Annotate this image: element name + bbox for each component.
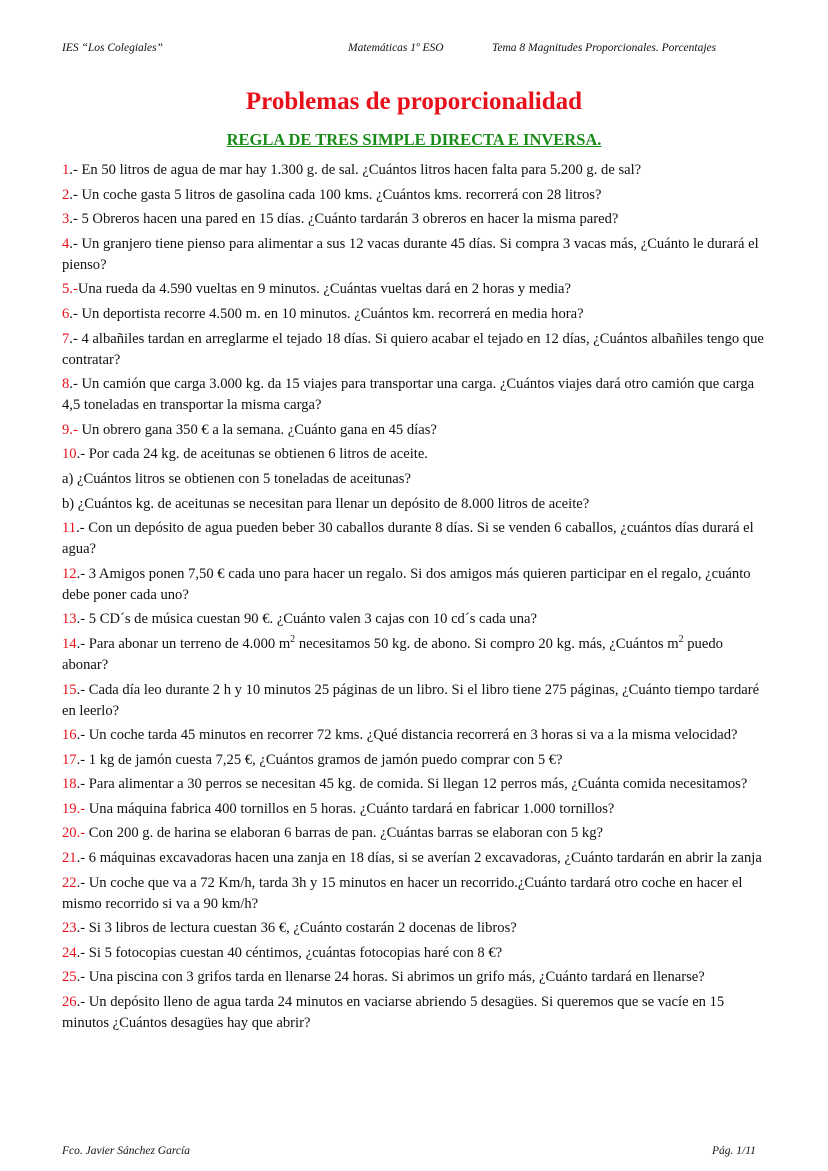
problem-separator: .- (69, 305, 82, 322)
problem-separator: .- (76, 635, 89, 652)
problem-separator: .- (69, 211, 82, 228)
problem-item (62, 329, 770, 371)
problem-number: 1 (62, 162, 70, 178)
problem-item (62, 918, 770, 939)
problem-text: 5 CD´s de música cuestan 90 €. ¿Cuánto valen 3 cajas con 10 cd´s cada una? (88, 611, 537, 628)
problem-item (62, 943, 770, 964)
problem-separator: .- (76, 565, 89, 582)
problem-text: necesitamos 50 kg. de abono. Si compro 20 kg. más, ¿Cuántos m (295, 635, 679, 652)
problem-separator: .- (69, 162, 82, 178)
problem-separator: .- (76, 611, 89, 628)
problem-item (62, 873, 770, 915)
problem-number: 16 (62, 727, 77, 744)
problem-number: 14 (62, 635, 77, 652)
problem-separator: .- (76, 874, 89, 891)
problem-separator: .- (76, 776, 89, 793)
superscript: 2 (678, 634, 684, 646)
footer-page-number: Pág. 1/11 (712, 1145, 756, 1157)
problem-text: Si 3 libros de lectura cuestan 36 €, ¿Cuánto costarán 2 docenas de libros? (88, 920, 517, 937)
problem-number: 19.- (62, 800, 86, 817)
problem-text: En 50 litros de agua de mar hay 1.300 g. de sal. ¿Cuántos litros hacen falta para 5.200 g. de sal? (81, 162, 642, 178)
footer-author: Fco. Javier Sánchez García (62, 1145, 190, 1157)
problem-text: Una rueda da 4.590 vueltas en 9 minutos. ¿Cuántas vueltas dará en 2 horas y media? (77, 281, 572, 298)
problem-number: 10 (62, 446, 77, 463)
problem-text: Un camión que carga 3.000 kg. da 15 viajes para transportar una carga. ¿Cuántos viajes dará otro camión que carga 4,5 toneladas en transportar la misma carga? (62, 376, 755, 414)
problem-item (62, 774, 770, 795)
problem-text: 3 Amigos ponen 7,50 € cada uno para hacer un regalo. Si dos amigos más quieren participar en el regalo, ¿cuánto debe poner cada uno? (62, 565, 751, 603)
problem-number: 9.- (62, 421, 78, 438)
problem-text: 4 albañiles tardan en arreglarme el tejado 18 días. Si quiero acabar el tejado en 12 días, ¿Cuántos albañiles tengo que contratar? (62, 330, 764, 368)
problem-separator: .- (69, 376, 82, 393)
problem-separator: .- (76, 994, 89, 1011)
problem-separator: .- (76, 446, 89, 463)
header-school: IES “Los Colegiales” (62, 42, 163, 54)
problem-item (62, 469, 770, 490)
problem-text: Cada día leo durante 2 h y 10 minutos 25 páginas de un libro. Si el libro tiene 275 páginas, ¿Cuánto tiempo tardaré en leerlo? (62, 681, 760, 719)
problem-item (62, 564, 770, 606)
problem-number: 23 (62, 920, 77, 937)
problem-number: 18 (62, 776, 77, 793)
problem-number: 17 (62, 751, 77, 768)
problem-number: 7 (62, 330, 70, 347)
problem-number: 8 (62, 376, 70, 393)
problem-number: 12 (62, 565, 77, 582)
problem-item (62, 680, 770, 722)
problem-item (62, 160, 770, 181)
problem-text: Con un depósito de agua pueden beber 30 caballos durante 8 días. Si se venden 6 caballos, ¿cuántos días durará el agua? (62, 520, 754, 558)
problem-separator: .- (76, 681, 89, 698)
problem-item (62, 799, 770, 820)
problem-item (62, 279, 770, 300)
problem-number: 5.- (62, 281, 78, 298)
problem-number: 11 (62, 520, 77, 537)
problem-text: 5 Obreros hacen una pared en 15 días. ¿Cuánto tardarán 3 obreros en hacer la misma pared? (81, 211, 619, 228)
problem-item (62, 848, 770, 869)
problem-number: 15 (62, 681, 77, 698)
problem-text: puedo abonar? (62, 635, 723, 673)
problem-text: Un obrero gana 350 € a la semana. ¿Cuánto gana en 45 días? (81, 421, 437, 438)
problem-item (62, 992, 770, 1034)
problem-text: 6 máquinas excavadoras hacen una zanja en 18 días, si se averían 2 excavadoras, ¿Cuánto tardarán en abrir la zanja (88, 850, 762, 867)
problem-number: 4 (62, 235, 70, 252)
problem-item (62, 185, 770, 206)
problem-item (62, 234, 770, 276)
problem-text: Por cada 24 kg. de aceitunas se obtienen 6 litros de aceite. (88, 446, 428, 463)
problem-text: Con 200 g. de harina se elaboran 6 barras de pan. ¿Cuántas barras se elaboran con 5 kg? (88, 825, 604, 842)
problem-number: 26 (62, 994, 77, 1011)
problem-text: a) ¿Cuántos litros se obtienen con 5 toneladas de aceitunas? (62, 470, 411, 487)
problem-text: Un coche tarda 45 minutos en recorrer 72 kms. ¿Qué distancia recorrerá en 3 horas si va a la misma velocidad? (88, 727, 738, 744)
problem-item (62, 494, 770, 515)
problem-item (62, 725, 770, 746)
page-title: Problemas de proporcionalidad (245, 88, 583, 115)
problem-item (62, 967, 770, 988)
problem-number: 24 (62, 944, 77, 961)
problem-number: 25 (62, 969, 77, 986)
problem-separator: .- (76, 944, 89, 961)
problem-text: 1 kg de jamón cuesta 7,25 €, ¿Cuántos gramos de jamón puedo comprar con 5 €? (88, 751, 563, 768)
problem-number: 2 (62, 186, 70, 203)
problem-number: 6 (62, 305, 70, 322)
problem-item (62, 444, 770, 465)
problem-text: b) ¿Cuántos kg. de aceitunas se necesitan para llenar un depósito de 8.000 litros de aceite? (62, 495, 590, 512)
problem-separator: .- (76, 920, 89, 937)
problem-item (62, 374, 770, 416)
problem-text: Para abonar un terreno de 4.000 m (88, 635, 291, 652)
problem-separator: .- (76, 520, 89, 537)
problem-number: 21 (62, 850, 77, 867)
problem-text: Un coche que va a 72 Km/h, tarda 3h y 15 minutos en hacer un recorrido.¿Cuánto tardará otro coche en hacer el mismo recorrido si va a 90 km/h? (62, 874, 743, 912)
problem-number: 13 (62, 611, 77, 628)
problem-item (62, 823, 770, 844)
problem-number: 22 (62, 874, 77, 891)
problem-text: Un deportista recorre 4.500 m. en 10 minutos. ¿Cuántos km. recorrerá en media hora? (81, 305, 584, 322)
problem-text: Un granjero tiene pienso para alimentar a sus 12 vacas durante 45 días. Si compra 3 vacas más, ¿Cuánto le durará el pienso? (62, 235, 759, 273)
page-subtitle: REGLA DE TRES SIMPLE DIRECTA E INVERSA. (226, 130, 602, 149)
problem-item (62, 420, 770, 441)
problem-item (62, 750, 770, 771)
problem-item (62, 209, 770, 230)
problem-text: Una máquina fabrica 400 tornillos en 5 horas. ¿Cuánto tardará en fabricar 1.000 tornillos? (88, 800, 615, 817)
header-subject: Matemáticas 1º ESO (348, 42, 444, 54)
header-topic: Tema 8 Magnitudes Proporcionales. Porcentajes (492, 42, 717, 54)
problem-separator: .- (69, 186, 82, 203)
problem-list (62, 160, 770, 1038)
problem-separator: .- (76, 727, 89, 744)
problem-separator: .- (76, 751, 89, 768)
problem-separator: .- (69, 235, 82, 252)
problem-number: 3 (62, 211, 70, 228)
problem-item (62, 518, 770, 560)
problem-separator: .- (76, 850, 89, 867)
problem-text: Un depósito lleno de agua tarda 24 minutos en vaciarse abriendo 5 desagües. Si queremos que se vacíe en 15 minutos ¿Cuántos desagües hay que abrir? (62, 994, 725, 1032)
problem-text: Para alimentar a 30 perros se necesitan 45 kg. de comida. Si llegan 12 perros más, ¿Cuánta comida necesitamos? (88, 776, 748, 793)
problem-item (62, 609, 770, 630)
problem-text: Un coche gasta 5 litros de gasolina cada 100 kms. ¿Cuántos kms. recorrerá con 28 litros? (81, 186, 602, 203)
problem-separator: .- (76, 969, 89, 986)
problem-item (62, 634, 770, 676)
superscript: 2 (290, 634, 296, 646)
problem-text: Una piscina con 3 grifos tarda en llenarse 24 horas. Si abrimos un grifo más, ¿Cuánto tardará en llenarse? (88, 969, 705, 986)
problem-number: 20.- (62, 825, 86, 842)
problem-text: Si 5 fotocopias cuestan 40 céntimos, ¿cuántas fotocopias haré con 8 €? (88, 944, 503, 961)
problem-item (62, 304, 770, 325)
problem-separator: .- (69, 330, 82, 347)
